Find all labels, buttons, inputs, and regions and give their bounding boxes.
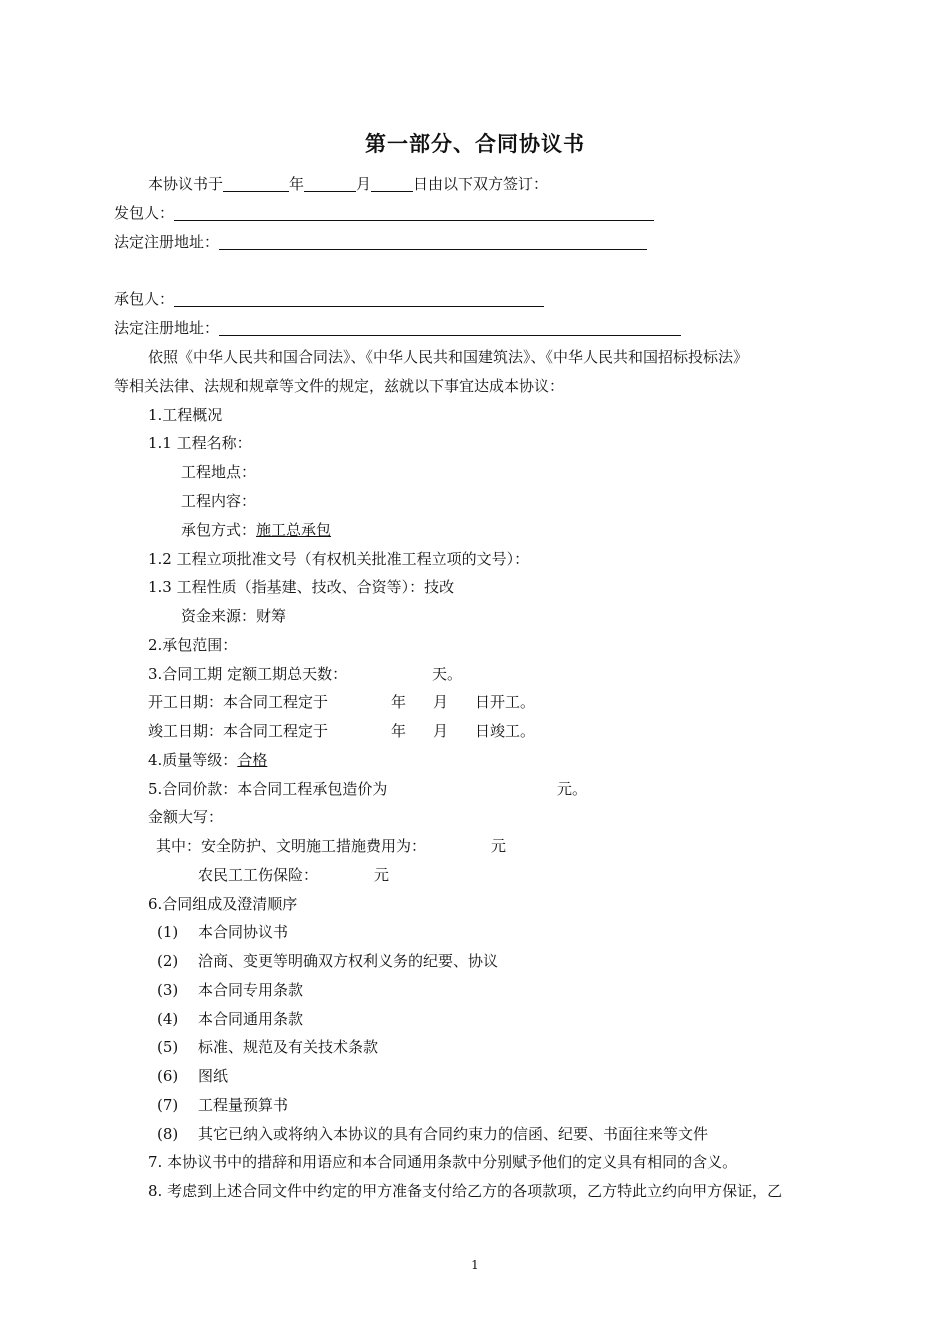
end-day: 日竣工。: [475, 722, 536, 740]
section-7-text: 7. 本协议书中的措辞和用语应和本合同通用条款中分别赋予他们的定义具有相同的含义。: [148, 1153, 738, 1171]
day-blank: [371, 175, 413, 192]
list-item-number: (1): [157, 923, 179, 941]
list-item-number: (8): [157, 1125, 179, 1143]
party-b-line: [114, 289, 544, 309]
safety-fee-label: 其中：安全防护、文明施工措施费用为：: [156, 837, 427, 855]
page-number: 1: [471, 1258, 479, 1272]
contract-price-label: 5.合同价款：本合同工程承包造价为: [148, 780, 388, 798]
list-item-number: (6): [157, 1067, 179, 1085]
party-b-label: 承包人：: [114, 290, 175, 308]
section-2-heading: 2.承包范围：: [148, 636, 238, 654]
end-date-label: 竣工日期：本合同工程定于: [148, 722, 329, 740]
month-blank: [304, 175, 356, 192]
contract-mode-value: 施工总承包: [256, 521, 332, 539]
contract-mode-label: 承包方式：: [181, 521, 257, 539]
safety-fee-unit: 元: [491, 837, 507, 855]
project-nature: 1.3 工程性质（指基建、技改、合资等）：技改: [148, 578, 455, 596]
quality-value: 合格: [237, 751, 268, 769]
start-year: 年: [391, 693, 407, 711]
intro-year: 年: [289, 175, 305, 193]
amount-in-words: 金额大写：: [148, 808, 224, 826]
insurance-unit: 元: [374, 866, 390, 884]
section-1-heading: 1.工程概况: [148, 406, 223, 424]
section-3-heading: 3.合同工期 定额工期总天数：: [148, 665, 348, 683]
party-a-label: 发包人：: [114, 204, 175, 222]
project-name: 1.1 工程名称：: [148, 434, 252, 452]
party-a-address-blank: [219, 233, 647, 250]
party-a-address-line: [114, 232, 647, 252]
quality-label: 4.质量等级：: [148, 751, 238, 769]
list-item: 标准、规范及有关技术条款: [198, 1038, 379, 1056]
party-a-line: [114, 203, 654, 223]
end-month: 月: [433, 722, 449, 740]
end-year: 年: [391, 722, 407, 740]
party-b-blank: [174, 290, 544, 307]
section-8-text: 8. 考虑到上述合同文件中约定的甲方准备支付给乙方的各项款项，乙方特此立约向甲方保证，乙: [148, 1182, 783, 1200]
list-item-number: (4): [157, 1010, 179, 1028]
list-item: 本合同协议书: [198, 923, 289, 941]
days-unit: 天。: [432, 665, 463, 683]
start-month: 月: [433, 693, 449, 711]
section-6-heading: 6.合同组成及澄清顺序: [148, 895, 298, 913]
party-a-address-label: 法定注册地址：: [114, 233, 220, 251]
list-item: 本合同专用条款: [198, 981, 304, 999]
intro-rest: 日由以下双方签订：: [413, 175, 549, 193]
list-item: 图纸: [198, 1067, 229, 1085]
list-item-number: (2): [157, 952, 179, 970]
list-item: 工程量预算书: [198, 1096, 289, 1114]
year-blank: [223, 175, 289, 192]
document-title: 第一部分、合同协议书: [365, 131, 585, 156]
list-item-number: (5): [157, 1038, 179, 1056]
party-b-address-line: [114, 318, 681, 338]
list-item: 本合同通用条款: [198, 1010, 304, 1028]
project-location: 工程地点：: [181, 463, 257, 481]
basis-line-2: 等相关法律、法规和规章等文件的规定，兹就以下事宜达成本协议：: [114, 377, 565, 395]
fund-source: 资金来源：财筹: [181, 607, 287, 625]
party-b-address-label: 法定注册地址：: [114, 319, 220, 337]
quality-line: [148, 750, 267, 770]
start-date-label: 开工日期：本合同工程定于: [148, 693, 329, 711]
contract-price-unit: 元。: [557, 780, 588, 798]
list-item: 其它已纳入或将纳入本协议的具有合同约束力的信函、纪要、书面往来等文件: [198, 1125, 709, 1143]
approval-number: 1.2 工程立项批准文号（有权机关批准工程立项的文号）：: [148, 550, 530, 568]
contract-mode-line: [181, 520, 331, 540]
project-content: 工程内容：: [181, 492, 257, 510]
intro-line: [148, 174, 548, 194]
list-item-number: (3): [157, 981, 179, 999]
party-b-address-blank: [219, 319, 681, 336]
list-item: 洽商、变更等明确双方权利义务的纪要、协议: [198, 952, 499, 970]
start-day: 日开工。: [475, 693, 536, 711]
intro-month: 月: [356, 175, 372, 193]
intro-prefix: 本协议书于: [148, 175, 224, 193]
list-item-number: (7): [157, 1096, 179, 1114]
basis-line-1: 依照《中华人民共和国合同法》、《中华人民共和国建筑法》、《中华人民共和国招标投标法》: [148, 348, 749, 366]
insurance-label: 农民工工伤保险：: [198, 866, 319, 884]
party-a-blank: [174, 204, 654, 221]
